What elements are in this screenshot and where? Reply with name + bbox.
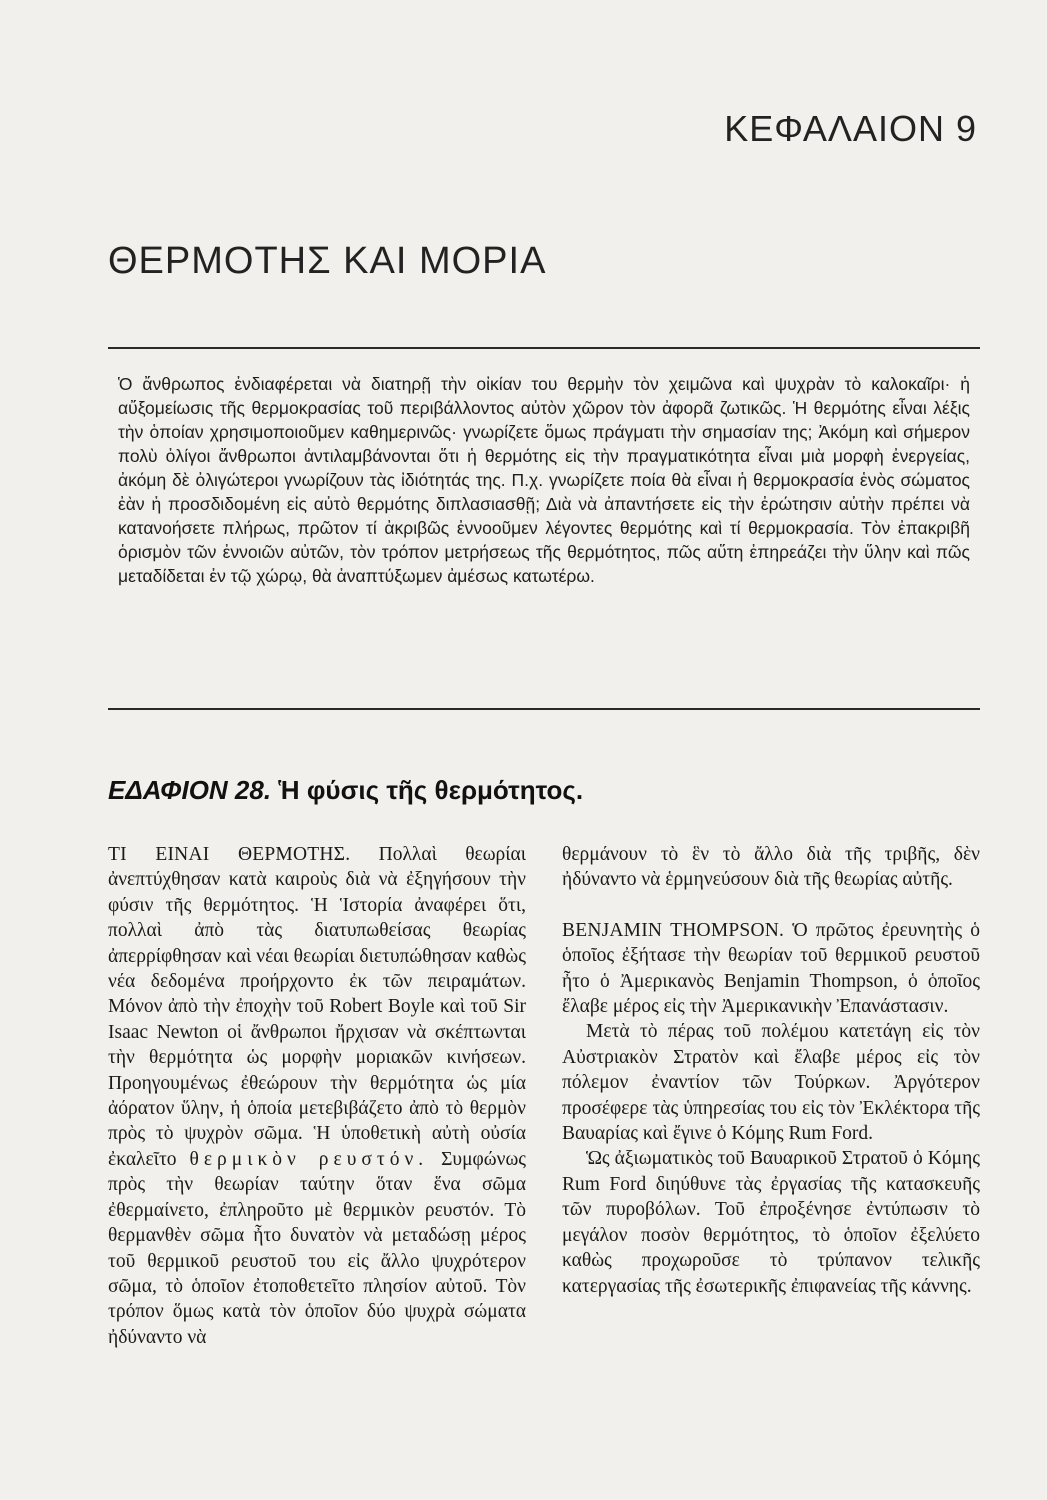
top-divider xyxy=(108,347,980,349)
paragraph xyxy=(108,842,526,1350)
section-heading xyxy=(108,775,583,806)
paragraph: θερμάνουν τὸ ἓν τὸ ἄλλο διὰ τῆς τριβῆς, δὲν ἠδύναντο νὰ ἑρμηνεύσουν διὰ τῆς θεωρίας αὐτῆς. xyxy=(562,844,980,891)
chapter-introduction: Ὁ ἄνθρωπος ἐνδιαφέρεται νὰ διατηρῇ τὴν οἰκίαν του θερμὴν τὸν χειμῶνα καὶ ψυχρὰν τὸ καλοκαῖρι· ἡ αὔξομείωσις τῆς θερμοκρασίας τοῦ περιβάλλοντος αὐτὸν χῶρον τὸν ἀφορᾶ ζωτικῶς. Ἡ θερμότης εἶναι λέξις τὴν ὁποίαν χρησιμοποιοῦμεν καθημερινῶς· γνωρίζετε ὅμως πράγματι τὴν σημασίαν της; Ἀκόμη καὶ σήμερον πολὺ ὀλίγοι ἄνθρωποι ἀντιλαμβάνονται ὅτι ἡ θερμότης εἰς τὴν πραγματικότητα εἶναι μιὰ μορφὴ ἐνεργείας, ἀκόμη δὲ ὀλιγώτεροι γνωρίζουν τὰς ἰδιότητάς της. Π.χ. γνωρίζετε ποία θὰ εἶναι ἡ θερμοκρασία ἑνὸς σώματος ἐὰν ἡ προσδιδομένη εἰς αὐτὸ θερμότης διπλασιασθῇ; Διὰ νὰ ἀπαντήσετε εἰς τὴν ἐρώτησιν αὐτὴν πρέπει νὰ κατανοήσετε πλήρως, πρῶτον τί ἀκριβῶς ἐννοοῦμεν λέγοντες θερμότης καὶ τί θερμοκρασία. Τὸν ἐπακριβῆ ὁρισμὸν τῶν ἐννοιῶν αὐτῶν, τὸν τρόπον μετρήσεως τῆς θερμότητος, πῶς αὕτη ἐπηρεάζει τὴν ὕλην καὶ πῶς μεταδίδεται ἐν τῷ χώρῳ, θὰ ἀναπτύξωμεν ἀμέσως κατωτέρω. xyxy=(118,374,970,586)
paragraph-text: Συμφώνως πρὸς τὴν θεωρίαν ταύτην ὅταν ἕνα σῶμα ἐθερμαίνετο, ἐπληροῦτο μὲ θερμικὸν ρευστόν. Τὸ θερμανθὲν σῶμα ἦτο δυνατὸν νὰ μεταδώσῃ μέρος τοῦ θερμικοῦ ρευστοῦ του εἰς ἄλλο ψυχρότερον σῶμα, τὸ ὁποῖον ἐτοποθετεῖτο πλησίον αὐτοῦ. Τὸν τρόπον ὅμως κατὰ τὸν ὁποῖον δύο ψυχρὰ σώματα ἠδύναντο νὰ xyxy=(108,1148,527,1348)
paragraph-text: Πολλαὶ θεωρίαι ἀνεπτύχθησαν κατὰ καιροὺς διὰ νὰ ἐξηγήσουν τὴν φύσιν τῆς θερμότητος. Ἡ Ἱστορία ἀναφέρει ὅτι, πολλαὶ ἀπὸ τὰς διατυπωθείσας θεωρίας ἀπερρίφθησαν καὶ νέαι θεωρίαι διετυπώθησαν καθὼς νέα δεδομένα προήρχοντο ἐκ τῶν πειραμάτων. Μόνον ἀπὸ τὴν ἐποχὴν τοῦ Robert Boyle καὶ τοῦ Sir Isaac Newton οἱ ἄνθρωποι ἤρχισαν νὰ σκέπτωνται τὴν θερμότητα ὡς μορφὴν μοριακῶν κινήσεων. Προηγουμένως ἐθεώρουν τὴν θερμότητα ὡς μία ἀόρατον ὕλην, ἡ ὁποία μετεβιβάζετο ἀπὸ τὸ θερμὸν πρὸς τὸ ψυχρὸν σῶμα. Ἡ ὑποθετικὴ αὐτὴ οὐσία ἐκαλεῖτο xyxy=(108,844,526,1170)
chapter-label: ΚΕΦΑΛΑΙΟΝ 9 xyxy=(724,108,977,149)
left-text-column xyxy=(108,842,526,1350)
section-number: ΕΔΑΦΙΟΝ 28. xyxy=(108,775,272,805)
bottom-divider xyxy=(108,708,980,710)
chapter-title: ΘΕΡΜΟΤΗΣ ΚΑΙ ΜΟΡΙΑ xyxy=(108,240,547,282)
section-title: Ἡ φύσις τῆς θερμότητος. xyxy=(278,775,584,805)
paragraph: Μετὰ τὸ πέρας τοῦ πολέμου κατετάγη εἰς τὸν Αὐστριακὸν Στρατὸν καὶ ἔλαβε μέρος εἰς τὸν πόλεμον ἐναντίον τῶν Τούρκων. Ἀργότερον προσέφερε τὰς ὑπηρεσίας του εἰς τὸν Ἐκλέκτορα τῆς Βαυαρίας καὶ ἔγινε ὁ Κόμης Rum Ford. xyxy=(562,1021,980,1145)
paragraph: Ὡς ἀξιωματικὸς τοῦ Βαυαρικοῦ Στρατοῦ ὁ Κόμης Rum Ford διηύθυνε τὰς ἐργασίας τῆς κατασκευῆς τῶν πυροβόλων. Τοῦ ἐπροξένησε ἐντύπωσιν τὸ μεγάλον ποσὸν θερμότητος, τὸ ὁποῖον ἐξελύετο καθὼς προχωροῦσε τὸ τρύπανον τελικῆς κατεργασίας τῆς ἐσωτερικῆς ἐπιφανείας τῆς κάννης. xyxy=(562,1148,980,1297)
right-text-column xyxy=(562,842,980,1299)
paragraph xyxy=(562,918,980,1020)
paragraph-text: Ὁ πρῶτος ἐρευνητὴς ὁ ὁποῖος ἐξήτασε τὴν θεωρίαν τοῦ θερμικοῦ ρευστοῦ ἦτο ὁ Ἀμερικανὸς Benjamin Thompson, ὁ ὁποῖος ἔλαβε μέρος εἰς τὴν Ἀμερικανικὴν Ἐπανάστασιν. xyxy=(562,919,980,1018)
runin-heading: BENJAMIN THOMPSON. xyxy=(562,919,785,941)
spaced-term: θερμικὸν ρευστόν. xyxy=(189,1148,429,1170)
runin-heading: ΤΙ ΕΙΝΑΙ ΘΕΡΜΟΤΗΣ. xyxy=(108,844,351,865)
